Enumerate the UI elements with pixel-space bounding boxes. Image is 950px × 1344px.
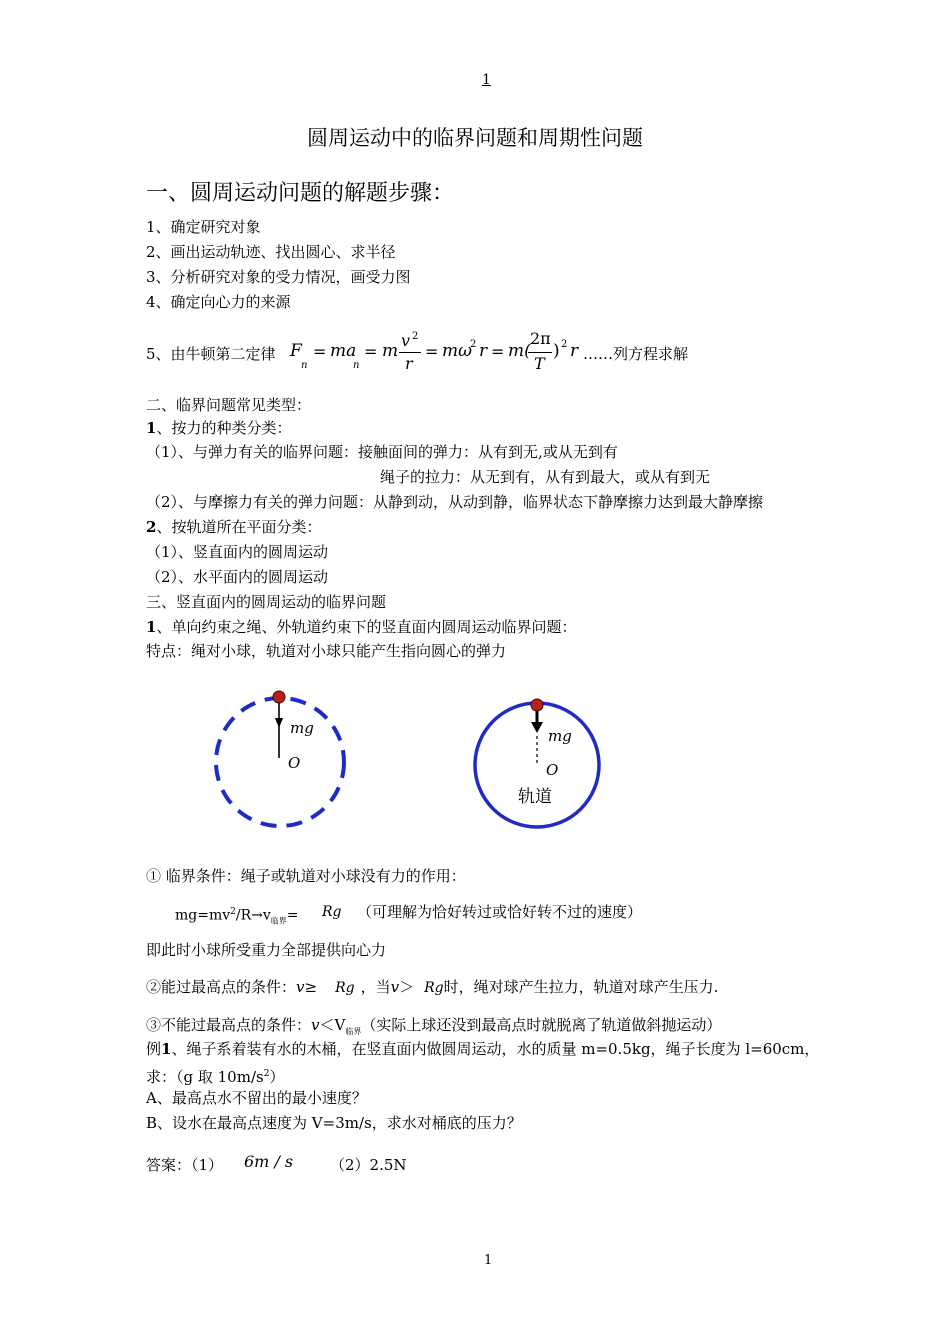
example-text2: 求：（g 取 10m/s: [146, 1068, 264, 1086]
section-heading-3: 三、竖直面内的圆周运动的临界问题: [146, 593, 387, 611]
formula-eq-4: =: [491, 342, 505, 361]
cond2-rg2: Rg: [424, 980, 444, 996]
example-1: [146, 1040, 819, 1058]
cond2-prefix: ②能过最高点的条件：: [146, 978, 297, 996]
label-track: 轨道: [518, 787, 552, 807]
formula-m-paren: m(: [508, 341, 531, 361]
cond2-gt: ＞: [399, 978, 415, 996]
formula-T: T: [534, 354, 545, 373]
formula-r: r: [405, 354, 413, 373]
page-title: 圆周运动中的临界问题和周期性问题: [307, 126, 643, 150]
step-4: 4、确定向心力的来源: [146, 293, 291, 311]
cond3-prefix: ③不能过最高点的条件：: [146, 1016, 312, 1034]
formula-r-2: r: [479, 341, 488, 361]
cond1-eq: =: [286, 907, 299, 924]
cond3-suffix: （实际上球还没到最高点时就脱离了轨道做斜抛运动）: [361, 1016, 722, 1034]
category-2-text: 、按轨道所在平面分类：: [156, 518, 322, 536]
formula-sub-n: n: [301, 360, 308, 371]
feature-text: 特点：绳对小球，轨道对小球只能产生指向圆心的弹力: [146, 642, 507, 660]
formula-eq-1: =: [313, 342, 327, 361]
example-num: 1: [161, 1040, 172, 1058]
example-text: 、绳子系着装有水的木桶，在竖直面内做圆周运动，水的质量 m=0.5kg，绳子长度为 l=60cm，: [171, 1040, 820, 1058]
cond3-lt: ＜V: [319, 1016, 346, 1034]
condition-1: ① 临界条件：绳子或轨道对小球没有力的作用：: [146, 867, 466, 885]
example-sup: 2: [263, 1069, 270, 1079]
condition-3: [146, 1016, 721, 1041]
cond1-sup: 2: [230, 907, 236, 917]
example-text3: ）: [269, 1068, 285, 1086]
label-o: O: [288, 754, 301, 772]
rope-diagram: [216, 691, 344, 826]
formula-eq-3: =: [425, 342, 439, 361]
category-1-item-2: （2）、与摩擦力有关的弹力问题：从静到动，从动到静，临界状态下静摩擦力达到最大静摩擦: [146, 493, 764, 511]
example-1-line-2: [146, 1065, 284, 1086]
category-1-num: 1: [146, 419, 157, 437]
step-2: 2、画出运动轨迹、找出圆心、求半径: [146, 243, 396, 261]
category-2-item-1: （1）、竖直面内的圆周运动: [146, 543, 329, 561]
cond3-v: v: [311, 1016, 320, 1034]
section-heading-1: 一、圆周运动问题的解题步骤：: [146, 181, 455, 206]
formula-r-3: r: [570, 341, 579, 361]
arrow-down-icon: [531, 722, 543, 733]
subsection-1-text: 、单向约束之绳、外轨道约束下的竖直面内圆周运动临界问题：: [156, 618, 577, 636]
formula-sup-2c: 2: [561, 339, 568, 350]
cond1-sub: 临界: [270, 916, 287, 926]
answer-prefix: 答案：（1）: [146, 1156, 224, 1174]
section-heading-2: 二、临界问题常见类型：: [146, 396, 312, 414]
formula-ma: ma: [330, 341, 357, 361]
cond2-suffix: 时，绳对球产生拉力，轨道对球产生压力.: [443, 978, 719, 996]
cond1-rg: Rg: [322, 904, 342, 920]
formula-m: m: [382, 341, 399, 361]
dashed-circle: [216, 698, 344, 826]
page-number-top: 1: [482, 72, 491, 88]
step-5-prefix: 5、由牛顿第二定律: [146, 345, 276, 363]
formula-momega: mω: [442, 341, 472, 361]
example-prefix: 例: [146, 1040, 162, 1058]
step-3: 3、分析研究对象的受力情况，画受力图: [146, 268, 411, 286]
formula-F: F: [290, 341, 302, 361]
cond2-rg: Rg: [335, 980, 355, 996]
condition-2: [146, 978, 718, 997]
cond1-note: （可理解为恰好转过或恰好转不过的速度）: [357, 903, 643, 921]
formula-2pi: 2π: [530, 329, 551, 348]
condition-1-explanation: 即此时小球所受重力全部提供向心力: [146, 941, 387, 959]
ball: [531, 699, 543, 711]
cond1-formula2: /R→v: [235, 907, 271, 924]
cond1-formula: mg=mv: [175, 907, 231, 924]
formula-v: v: [401, 331, 411, 350]
question-a: A、最高点水不留出的最小速度？: [146, 1089, 367, 1107]
subsection-1-num: 1: [146, 618, 157, 636]
cond2-mid: ，当: [360, 978, 391, 996]
answer-2: （2）2.5N: [330, 1156, 407, 1174]
answer-1: 6m / s: [244, 1152, 294, 1171]
formula-close-paren: ): [553, 341, 560, 361]
step-1: 1、确定研究对象: [146, 218, 261, 236]
category-2-item-2: （2）、水平面内的圆周运动: [146, 568, 329, 586]
condition-1-formula: [175, 903, 299, 930]
cond2-v: v: [296, 978, 305, 996]
category-1-text: 、按力的种类分类：: [156, 419, 292, 437]
label-mg: mg: [548, 727, 572, 745]
cond2-v2: v: [390, 978, 400, 996]
formula-eq-2: =: [364, 342, 378, 361]
ball: [273, 691, 285, 703]
label-o: O: [546, 761, 559, 779]
category-1-item-1b: 绳子的拉力：从无到有，从有到最大，或从有到无: [380, 468, 711, 486]
formula-sup-2b: 2: [470, 339, 477, 350]
formula-sub-n-2: n: [353, 360, 360, 371]
formula-sup-2: 2: [412, 331, 419, 342]
cond2-ge: ≥: [304, 978, 318, 996]
label-mg: mg: [290, 719, 314, 737]
page-number-bottom: 1: [484, 1253, 493, 1268]
cond3-sub: 临界: [345, 1027, 362, 1036]
arrow-down-icon: [275, 718, 283, 728]
category-1-item-1: （1）、与弹力有关的临界问题：接触面间的弹力：从有到无,或从无到有: [146, 443, 618, 461]
category-2-num: 2: [146, 518, 157, 536]
track-diagram: [475, 699, 599, 827]
question-b: B、设水在最高点速度为 V=3m/s，求水对桶底的压力？: [146, 1114, 522, 1132]
step-5-suffix: ……列方程求解: [583, 345, 689, 363]
